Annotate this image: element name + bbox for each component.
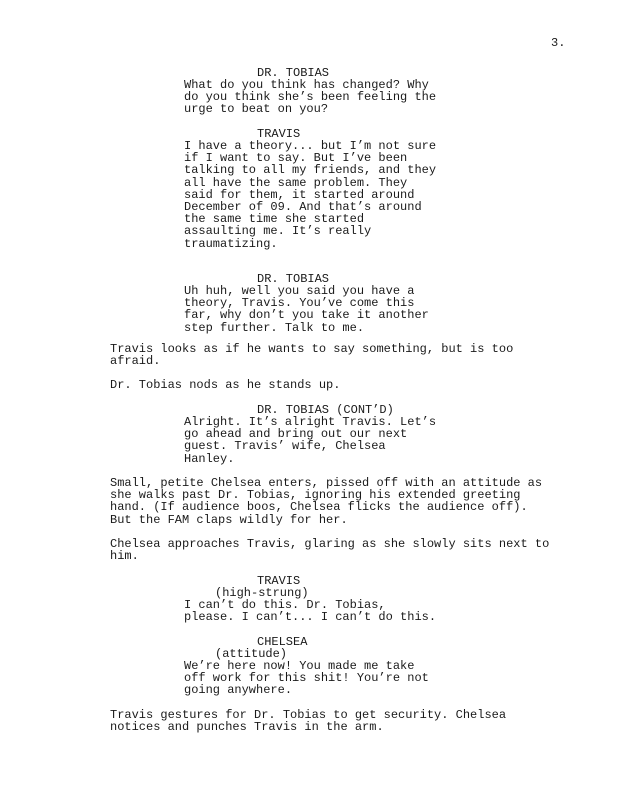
character-name: DR. TOBIAS	[257, 66, 330, 80]
action-line: Travis looks as if he wants to say something, but is too afraid.	[110, 342, 514, 369]
dialogue: We’re here now! You made me take off work for this shit! You’re not going anywhere.	[184, 659, 429, 698]
character-name: DR. TOBIAS (CONT’D)	[257, 403, 394, 417]
action-line: Dr. Tobias nods as he stands up.	[110, 378, 341, 392]
page-number: 3.	[551, 36, 566, 50]
action-line: Chelsea approaches Travis, glaring as she slowly sits next to him.	[110, 537, 550, 564]
dialogue: I have a theory... but I’m not sure if I want to say. But I’ve been talking to all my friends, and they all have the same problem. They said for them, it started around December of 09. And that’s around the same time she started assaulting me. It’s really traumatizing.	[184, 139, 437, 251]
character-name: TRAVIS	[257, 127, 301, 141]
character-name: TRAVIS	[257, 574, 301, 588]
action-line: Travis gestures for Dr. Tobias to get security. Chelsea notices and punches Travis in the arm.	[110, 708, 507, 735]
dialogue: Uh huh, well you said you have a theory, Travis. You’ve come this far, why don’t you take it another step further. Talk to me.	[184, 284, 429, 335]
character-name: CHELSEA	[257, 635, 308, 649]
parenthetical: (high-strung)	[215, 586, 309, 600]
action-line: Small, petite Chelsea enters, pissed off with an attitude as she walks past Dr. Tobias, ignoring his extended greeting hand. (If audience boos, Chelsea flicks the audience off). But the FAM claps wildly for her.	[110, 476, 543, 527]
dialogue: Alright. It’s alright Travis. Let’s go ahead and bring out our next guest. Travis’ wife, Chelsea Hanley.	[184, 415, 437, 466]
dialogue: What do you think has changed? Why do you think she’s been feeling the urge to beat on you?	[184, 78, 437, 117]
character-name: DR. TOBIAS	[257, 272, 330, 286]
parenthetical: (attitude)	[215, 647, 288, 661]
dialogue: I can’t do this. Dr. Tobias, please. I can’t... I can’t do this.	[184, 598, 437, 625]
